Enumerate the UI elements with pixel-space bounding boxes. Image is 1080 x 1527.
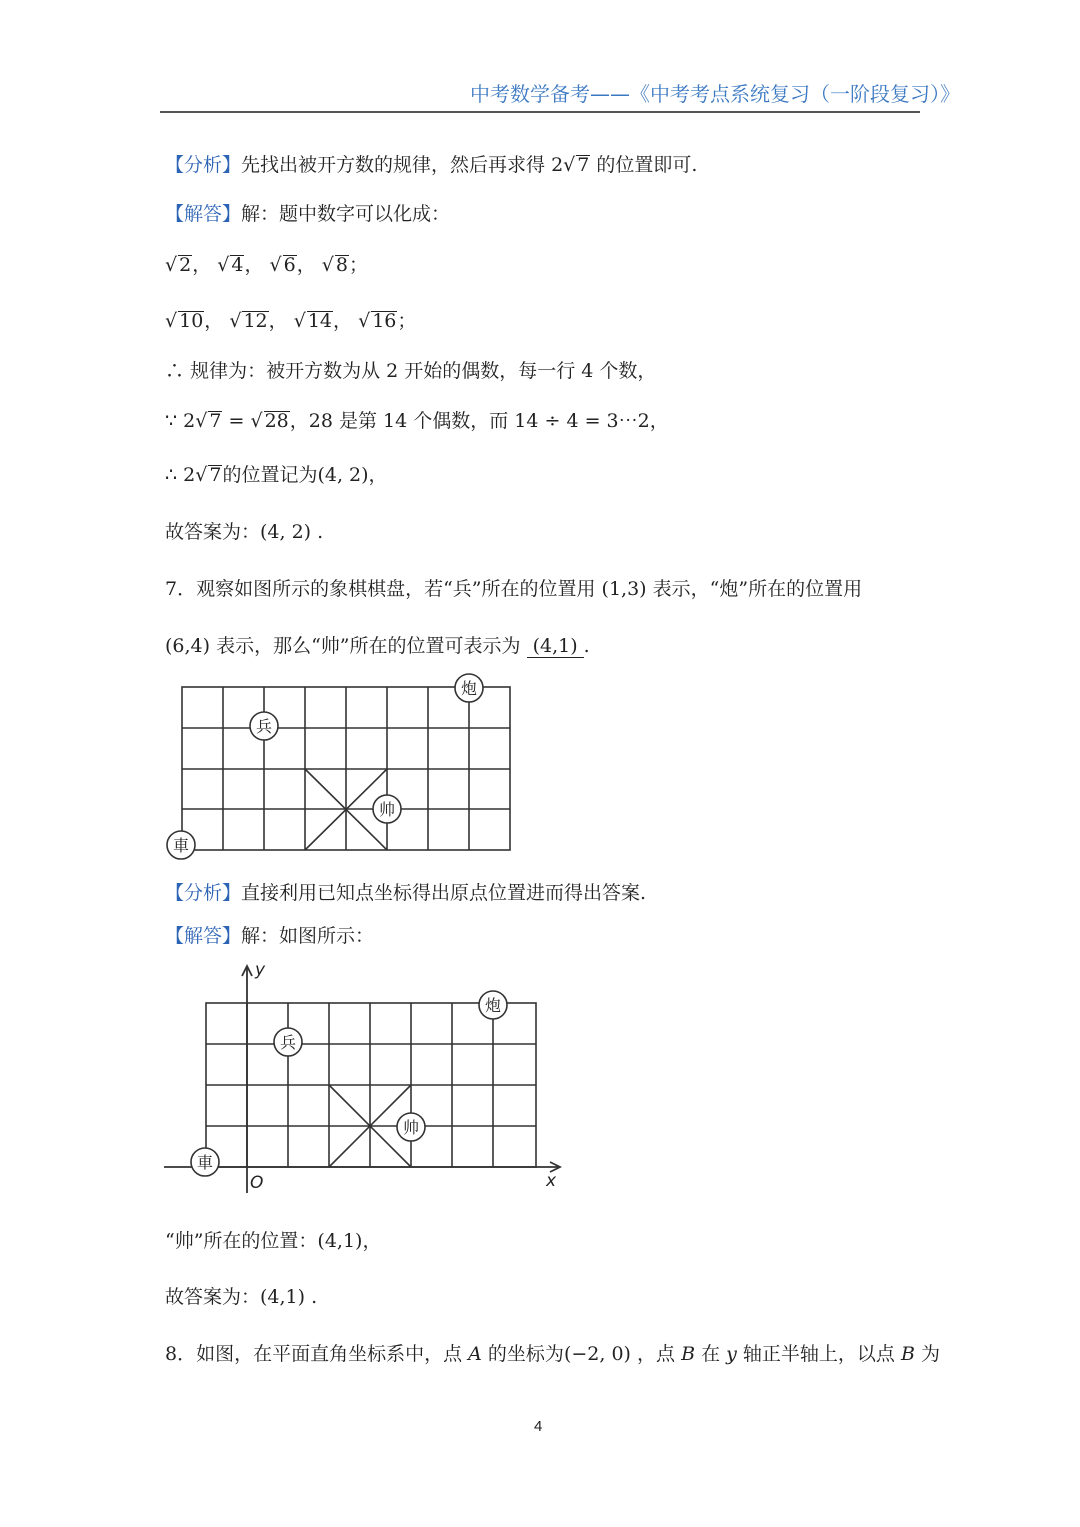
separator: ，	[268, 310, 288, 332]
q8-text: 8．如图，在平面直角坐标系中，点	[165, 1343, 463, 1365]
rule-text: 规律为：被开方数为从 2 开始的偶数，每一行 4 个数，	[190, 360, 657, 382]
q7-analysis-line	[165, 878, 646, 905]
radicand: 28	[264, 410, 289, 432]
because-symbol: ∵	[165, 410, 178, 432]
radicand: 7	[577, 154, 590, 176]
header-rule	[160, 111, 920, 113]
radicand: 12	[243, 310, 268, 332]
therefore-symbol: ∴	[165, 464, 178, 486]
chess-board-figure	[160, 670, 530, 870]
sqrt-symbol: √	[217, 254, 230, 276]
separator: ，	[192, 254, 212, 276]
radicand: 8	[335, 254, 348, 276]
sqrt-symbol: √	[563, 154, 576, 176]
sqrt-symbol: √	[165, 310, 178, 332]
because-line	[165, 406, 669, 433]
q8-text: 轴正半轴上，以点	[742, 1343, 895, 1365]
axis-y: y	[726, 1343, 737, 1365]
piece-label: 兵	[255, 717, 273, 736]
separator: ；	[397, 310, 417, 332]
sqrt-symbol: √	[269, 254, 282, 276]
piece-bing	[250, 712, 278, 740]
q7-question-line-2	[165, 631, 590, 658]
sqrt-symbol: √	[195, 410, 208, 432]
piece-label: 帅	[378, 800, 396, 819]
point-b: B	[900, 1343, 915, 1365]
board-grid	[206, 1003, 536, 1167]
piece-pao	[479, 991, 507, 1019]
q7-final-answer: 故答案为：(4,1) .	[165, 1286, 318, 1308]
q7-question-line-1: 7．观察如图所示的象棋棋盘，若“兵”所在的位置用 (1,3) 表示，“炮”所在的位置用	[165, 578, 863, 600]
piece-ju	[191, 1148, 219, 1176]
separator: ，	[204, 310, 224, 332]
q7-answer-line	[165, 921, 374, 948]
piece-bing	[274, 1028, 302, 1056]
point-a: A	[468, 1343, 482, 1365]
sqrt-symbol: √	[229, 310, 242, 332]
coefficient: 2	[183, 410, 196, 432]
division-expression: 14 ÷ 4 = 3⋯2	[514, 410, 650, 432]
sqrt-symbol: √	[250, 410, 263, 432]
y-axis-label: y	[255, 960, 266, 980]
radicand: 14	[307, 310, 333, 332]
q7-result: “帅”所在的位置：(4,1)，	[165, 1230, 382, 1252]
analysis-text: 先找出被开方数的规律，然后再求得	[241, 154, 546, 176]
x-axis-label: x	[546, 1171, 557, 1191]
radicand: 16	[372, 310, 397, 332]
reason-end: ，	[649, 410, 669, 432]
piece-shuai	[373, 795, 401, 823]
answer-tag: 【解答】	[165, 925, 242, 947]
sqrt-symbol: √	[195, 464, 208, 486]
q6-analysis-line	[165, 150, 697, 177]
q8-text: 的坐标为	[487, 1343, 564, 1365]
position-text: 的位置记为	[222, 464, 318, 486]
sqrt-symbol: √	[293, 310, 306, 332]
separator: ，	[244, 254, 264, 276]
separator: ，	[333, 310, 353, 332]
answer-tag: 【解答】	[165, 203, 242, 225]
piece-shuai	[397, 1113, 425, 1141]
therefore-symbol: ∴	[165, 360, 185, 382]
position-line	[165, 460, 388, 487]
piece-label: 車	[196, 1153, 214, 1172]
q8-text: 为	[921, 1343, 941, 1365]
separator: ，	[368, 464, 388, 486]
piece-label: 帅	[402, 1118, 420, 1137]
period: .	[583, 635, 590, 657]
coefficient: 2	[183, 464, 196, 486]
q6-answer-line	[165, 199, 450, 226]
sqrt-symbol: √	[165, 254, 178, 276]
q6-final-answer: 故答案为：(4, 2) .	[165, 521, 324, 543]
piece-pao	[455, 674, 483, 702]
answer-blank: (4,1)	[527, 635, 584, 658]
answer-intro: 解：题中数字可以化成：	[241, 203, 451, 225]
reason-text: ，28 是第 14 个偶数，而	[289, 410, 509, 432]
piece-label: 炮	[484, 996, 502, 1015]
point-b: B	[681, 1343, 696, 1365]
coordinate-board-figure	[160, 955, 580, 1195]
equals-sign: =	[228, 410, 245, 432]
piece-label: 炮	[460, 679, 478, 698]
analysis-tag: 【分析】	[165, 154, 242, 176]
analysis-text: 直接利用已知点坐标得出原点位置进而得出答案.	[241, 882, 647, 904]
radicand: 7	[209, 464, 222, 486]
answer-intro: 解：如图所示：	[241, 925, 375, 947]
analysis-text-end: 的位置即可.	[596, 154, 698, 176]
q8-text: 在	[701, 1343, 721, 1365]
header-title: 中考数学备考——《中考考点系统复习（一阶段复习）》	[470, 82, 960, 106]
board-grid	[182, 687, 510, 850]
coordinate-a: (−2, 0)	[563, 1343, 631, 1365]
piece-label: 車	[172, 836, 190, 855]
q8-question-line	[165, 1339, 940, 1366]
radicand: 10	[179, 310, 204, 332]
radicand: 7	[209, 410, 222, 432]
coefficient: 2	[551, 154, 564, 176]
radicand: 6	[283, 254, 296, 276]
piece-ju	[167, 831, 195, 859]
analysis-tag: 【分析】	[165, 882, 242, 904]
origin-label: O	[250, 1173, 264, 1193]
radicand: 4	[231, 254, 244, 276]
page-number: 4	[534, 1418, 543, 1435]
sqrt-symbol: √	[321, 254, 334, 276]
q7-question-text: (6,4) 表示，那么“帅”所在的位置可表示为	[165, 635, 521, 657]
radicand: 2	[179, 254, 192, 276]
roots-row-1	[165, 250, 368, 277]
separator: ；	[349, 254, 369, 276]
rule-line	[165, 356, 656, 383]
separator: ，	[296, 254, 316, 276]
piece-label: 兵	[279, 1033, 297, 1052]
q8-text: ，点	[637, 1343, 676, 1365]
position-value: (4, 2)	[317, 464, 369, 486]
sqrt-symbol: √	[358, 310, 371, 332]
roots-row-2	[165, 306, 416, 333]
